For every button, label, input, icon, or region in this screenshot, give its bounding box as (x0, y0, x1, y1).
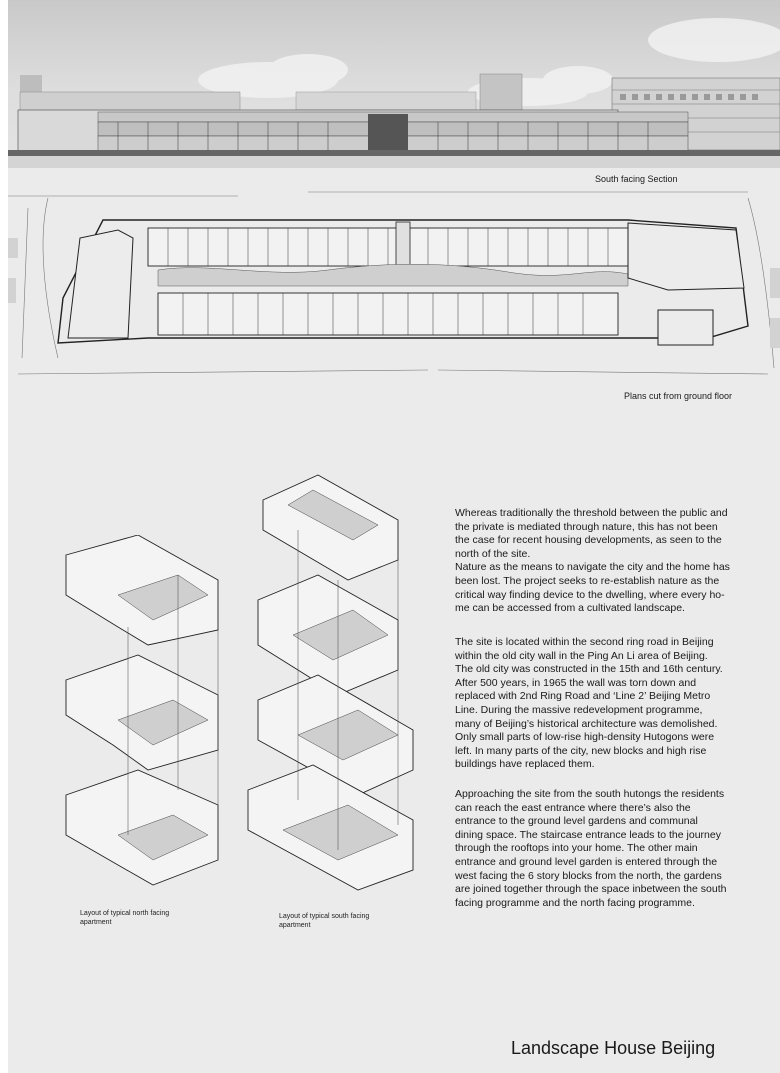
north-apartment-caption: Layout of typical north facing apartment (80, 910, 170, 926)
text-paragraph-1 (455, 507, 777, 616)
paragraph-1: Whereas traditionally the threshold between the public and the private is mediated through nature, this has not been the case for recent housing developments, as seen to the north of the site. Nature as the means to navigate the city and the home has been lost. The project seeks to re-establish nature as the critical way finding device to the dwelling, where every ho- me can be accessed from a cultivated landscape. (455, 507, 730, 615)
text-paragraph-2 (455, 636, 777, 772)
plan-svg (8, 178, 780, 378)
project-title: Landscape House Beijing (511, 1038, 716, 1058)
ground-floor-plan (8, 178, 780, 378)
text-paragraph-3 (455, 788, 777, 910)
north-apartment-axonometric (58, 535, 223, 905)
paragraph-2: The site is located within the second ring road in Beijing within the old city wall in the Ping An Li area of Beijing. The old city was constructed in the 15th and 16th century. After 500 years, in 1965 the wall was torn down and replaced with 2nd Ring Road and ‘Line 2’ Beijing Metro Line. During the massive redevelopment programme, many of Beijing’s historical architecture was demolished. Only small parts of low-rise high-density Hutogons were left. In many parts of the city, new blocks and high rise buildings have replaced them. (455, 636, 723, 771)
south-section-drawing (8, 0, 780, 168)
south-axo-svg (238, 470, 428, 910)
south-apartment-caption: Layout of typical south facing apartment (279, 913, 370, 929)
paragraph-3: Approaching the site from the south hutongs the residents can reach the east entrance where there’s also the entrance to the ground level gardens and communal dining space. The staircase entrance leads to the journey through the rooftops into your home. The other main entrance and ground level garden is entered through the west facing the 6 story blocks from the north, the gardens are joined together through the space inbetween the south facing programme and the north facing programme. (455, 788, 727, 909)
south-apartment-axonometric (238, 470, 428, 910)
presentation-sheet (8, 0, 780, 1073)
section-svg (8, 0, 780, 168)
plan-caption: Plans cut from ground floor (624, 391, 733, 401)
north-axo-svg (58, 535, 223, 905)
section-caption: South facing Section (595, 174, 678, 184)
